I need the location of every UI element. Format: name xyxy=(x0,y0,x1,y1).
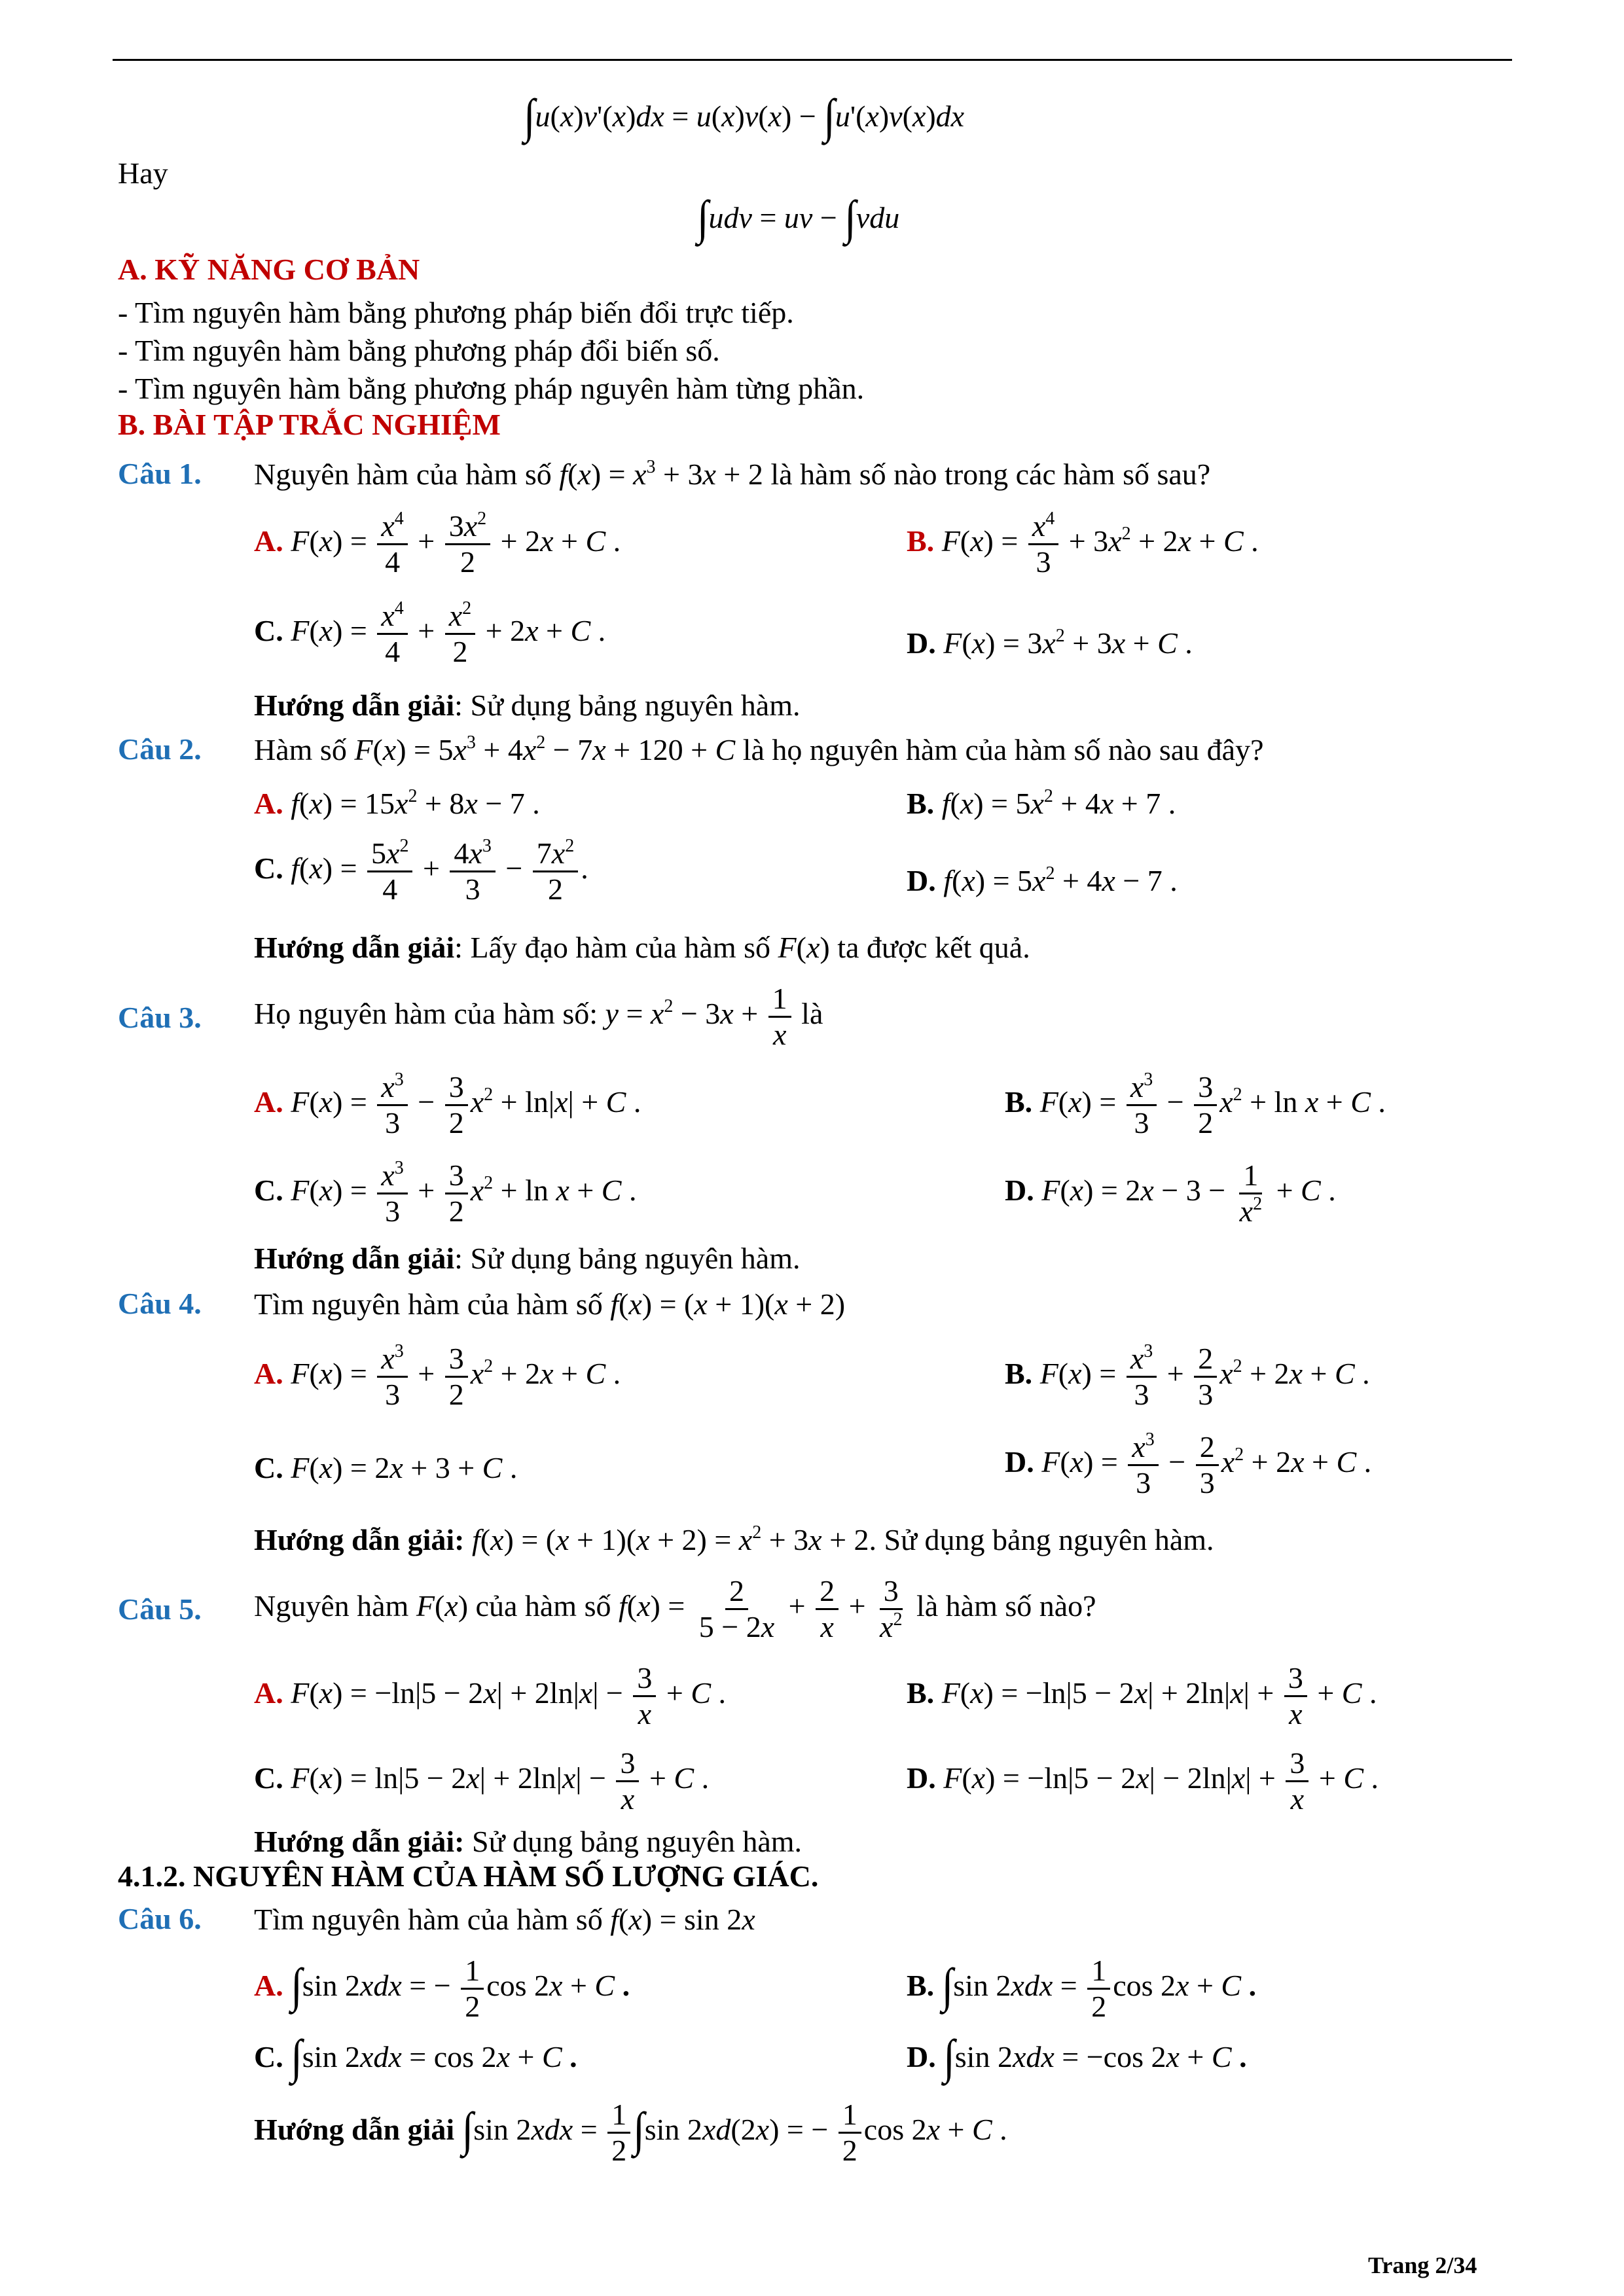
section-a-item: - Tìm nguyên hàm bằng phương pháp đổi biến số. xyxy=(118,334,720,367)
question-4-option-d[interactable]: D. F(x) = $\frac{x^3}{3}$ − $\frac{2}{3}$ $x^2 + 2x + C$ . xyxy=(1005,1429,1372,1499)
section-412-title: 4.1.2. NGUYÊN HÀM CỦA HÀM SỐ LƯỢNG GIÁC. xyxy=(118,1859,819,1893)
question-1-option-c[interactable]: C. F(x) = $\frac{x^4}{4}$ + $\frac{x^2}{2}$ + 2x + C . xyxy=(254,598,606,668)
question-6-label: Câu 6. xyxy=(118,1902,202,1935)
section-a-item: - Tìm nguyên hàm bằng phương pháp nguyên hàm từng phần. xyxy=(118,372,865,405)
question-2-option-a[interactable]: A. $f(x) = 15x^2 + 8x - 7$ . xyxy=(254,786,540,820)
question-4-option-b[interactable]: B. F(x) = $\frac{x^3}{3}$ + $\frac{2}{3}$ $x^2 + 2x + C$ . xyxy=(1005,1341,1370,1411)
question-6-option-c[interactable]: C. ∫sin 2xdx = cos 2x + C . xyxy=(254,2030,577,2084)
question-5-guide: Hướng dẫn giải: Sử dụng bảng nguyên hàm. xyxy=(254,1825,803,1858)
section-b-title: B. BÀI TẬP TRẮC NGHIỆM xyxy=(118,408,501,441)
question-5-label: Câu 5. xyxy=(118,1592,202,1626)
integration-by-parts-formula: ∫u(x)v'(x)dx = u(x)v(x) − ∫u'(x)v(x)dx xyxy=(524,89,965,143)
short-formula: ∫udv = uv − ∫vdu xyxy=(697,190,900,245)
header-rule xyxy=(113,59,1512,61)
question-1-text: Nguyên hàm của hàm số $f(x) = x^3 + 3x + 2$ là hàm số nào trong các hàm số sau? xyxy=(254,457,1211,491)
question-3-option-d[interactable]: D. F(x) = 2x − 3 − $\frac{1}{x^2}$ + C . xyxy=(1005,1158,1336,1228)
question-3-option-a[interactable]: A. F(x) = $\frac{x^3}{3}$ − $\frac{3}{2}$ $x^2 + \ln|x| + C$ . xyxy=(254,1069,641,1139)
question-5-option-c[interactable]: C. F(x) = ln|5 − 2x| + 2ln|x| − $\frac{3}{x}$ + C . xyxy=(254,1746,710,1816)
question-2-label: Câu 2. xyxy=(118,732,202,766)
question-6-option-b[interactable]: B. ∫sin 2xdx = $\frac{1}{2}$ cos 2x + C . xyxy=(907,1954,1257,2023)
question-6-guide: Hướng dẫn giải ∫sin 2xdx = $\frac{1}{2}$ ∫sin 2xd(2x) = − $\frac{1}{2}$ cos 2x + C . xyxy=(254,2098,1007,2167)
question-6-option-a[interactable]: A. ∫sin 2xdx = − $\frac{1}{2}$ cos 2x + C . xyxy=(254,1954,630,2023)
question-1-option-d[interactable]: D. $F(x) = 3x^2 + 3x + C$ . xyxy=(907,626,1193,660)
question-3-option-b[interactable]: B. F(x) = $\frac{x^3}{3}$ − $\frac{3}{2}$ $x^2 + \ln x + C$ . xyxy=(1005,1069,1386,1139)
question-3-option-c[interactable]: C. F(x) = $\frac{x^3}{3}$ + $\frac{3}{2}$ $x^2 + \ln x + C$ . xyxy=(254,1158,637,1228)
question-5-option-b[interactable]: B. F(x) = −ln|5 − 2x| + 2ln|x| + $\frac{3}{x}$ + C . xyxy=(907,1661,1377,1731)
question-4-label: Câu 4. xyxy=(118,1287,202,1320)
question-4-option-a[interactable]: A. F(x) = $\frac{x^3}{3}$ + $\frac{3}{2}$ $x^2 + 2x + C$ . xyxy=(254,1341,621,1411)
question-2-option-c[interactable]: C. f(x) = $\frac{5x^2}{4}$ + $\frac{4x^3}{3}$ − $\frac{7x^2}{2}$ . xyxy=(254,836,588,906)
question-6-text: Tìm nguyên hàm của hàm số f(x) = sin 2x xyxy=(254,1903,755,1936)
question-6-option-d[interactable]: D. ∫sin 2xdx = −cos 2x + C . xyxy=(907,2030,1247,2084)
question-4-text: Tìm nguyên hàm của hàm số f(x) = (x + 1)(x + 2) xyxy=(254,1287,846,1321)
question-4-guide: Hướng dẫn giải: $f(x) = (x + 1)(x + 2) = x^2 + 3x + 2$. Sử dụng bảng nguyên hàm. xyxy=(254,1522,1214,1556)
question-1-option-a[interactable]: A. F(x) = $\frac{x^4}{4}$ + $\frac{3x^2}{2}$ + 2x + C . xyxy=(254,509,621,579)
question-2-option-d[interactable]: D. $f(x) = 5x^2 + 4x - 7$ . xyxy=(907,863,1178,897)
question-2-guide: Hướng dẫn giải: Lấy đạo hàm của hàm số F(x) ta được kết quả. xyxy=(254,931,1030,964)
question-4-option-c[interactable]: C. F(x) = 2x + 3 + C . xyxy=(254,1451,518,1484)
question-2-text: Hàm số $F(x) = 5x^3 + 4x^2 - 7x + 120 + C$ là họ nguyên hàm của hàm số nào sau đây? xyxy=(254,732,1264,766)
question-5-option-d[interactable]: D. F(x) = −ln|5 − 2x| − 2ln|x| + $\frac{3}{x}$ + C . xyxy=(907,1746,1379,1816)
question-2-option-b[interactable]: B. $f(x) = 5x^2 + 4x + 7$ . xyxy=(907,786,1176,820)
section-a-title: A. KỸ NĂNG CƠ BẢN xyxy=(118,253,420,286)
question-5-text: Nguyên hàm F(x) của hàm số f(x) = $\frac{2}{5 - 2x}$ + $\frac{2}{x}$ + $\frac{3}{x^2}$ là hàm số nào? xyxy=(254,1574,1096,1643)
question-3-guide: Hướng dẫn giải: Sử dụng bảng nguyên hàm. xyxy=(254,1242,801,1275)
hay-text: Hay xyxy=(118,156,168,190)
question-3-label: Câu 3. xyxy=(118,1001,202,1034)
question-5-option-a[interactable]: A. F(x) = −ln|5 − 2x| + 2ln|x| − $\frac{3}{x}$ + C . xyxy=(254,1661,727,1731)
section-a-item: - Tìm nguyên hàm bằng phương pháp biến đổi trực tiếp. xyxy=(118,296,794,329)
question-1-label: Câu 1. xyxy=(118,457,202,490)
question-3-text: Họ nguyên hàm của hàm số: $y = x^2 - 3x$ + $\frac{1}{x}$ là xyxy=(254,982,823,1051)
page-number: Trang 2/34 xyxy=(1368,2252,1477,2278)
question-1-option-b[interactable]: B. F(x) = $\frac{x^4}{3}$ + $3x^2 + 2x + C$ . xyxy=(907,509,1259,579)
question-1-guide: Hướng dẫn giải: Sử dụng bảng nguyên hàm. xyxy=(254,689,801,722)
